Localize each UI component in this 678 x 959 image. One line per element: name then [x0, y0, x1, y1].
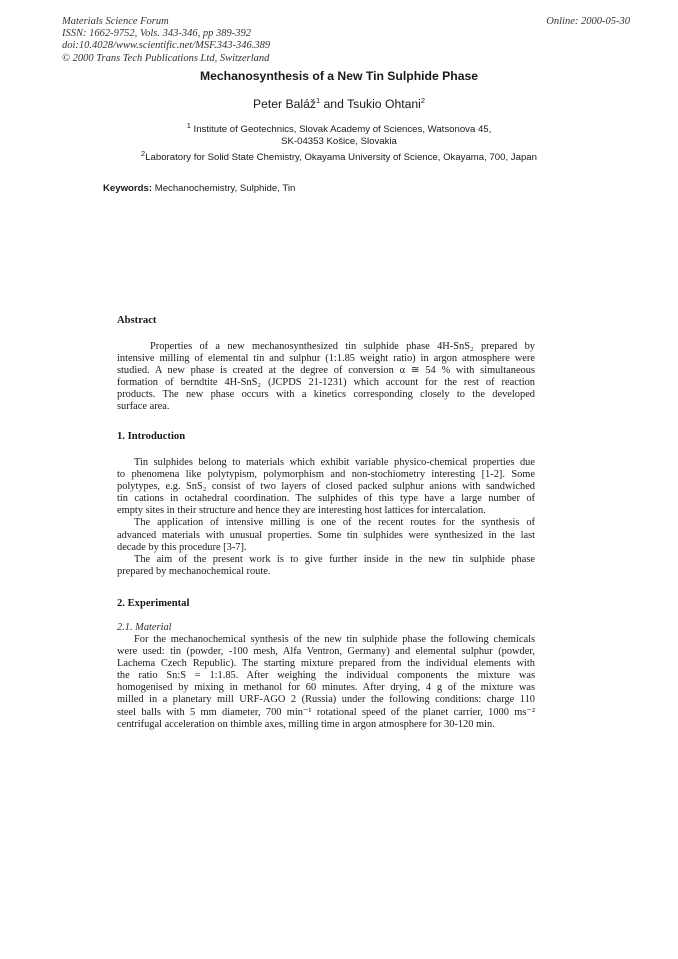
affiliation-2 — [0, 148, 678, 163]
experimental-line: For the mechanochemical synthesis of the new tin sulphide phase the following chemicals — [134, 634, 535, 645]
experimental-line: steel balls with 5 mm diameter, 700 min⁻¹ rotational speed of the planet carrier, 1000 ms⁻² — [117, 706, 535, 718]
introduction-line: tin cations in octahedral coordination. The sulphides of this type have a large number of — [117, 493, 535, 505]
abstract-body — [117, 341, 535, 414]
introduction-line: Tin sulphides belong to materials which exhibit variable physico-chemical properties due — [134, 457, 535, 468]
issn-line: ISSN: 1662-9752, Vols. 343-346, pp 389-392 — [62, 28, 251, 40]
keywords — [103, 183, 295, 194]
abstract-line: intensive milling of elemental tin and sulphur (1:1.85 weight ratio) in argon atmosphere were — [117, 353, 535, 365]
abstract-line: formation of berndtite 4H-SnS₂ (JCPDS 21-1231) which account for the rest of reaction — [117, 377, 535, 389]
introduction-body — [117, 457, 535, 578]
introduction-line: polytypes, e.g. SnS₂ consist of two layers of closed packed sulphur anions with sandwiched — [117, 481, 535, 493]
publication-metadata — [62, 16, 270, 65]
abstract-line: studied. A new phase is created at the degree of conversion α ≅ 54 % with simultaneous — [117, 365, 535, 377]
affiliation-1-mark: 1 — [186, 120, 191, 130]
introduction-line: advanced materials with unusual properties. Some tin sulphides were synthesized in the last — [117, 529, 535, 541]
keywords-text: Mechanochemistry, Sulphide, Tin — [152, 183, 296, 194]
introduction-line: prepared by mechanochemical route. — [117, 565, 271, 577]
journal-name: Materials Science Forum — [62, 16, 169, 27]
experimental-line: homogenised by mixing in methanol for 60 minutes. After drying, 4 g of the mixture was — [117, 682, 535, 694]
abstract-line: surface area. — [117, 401, 170, 413]
doi-line[interactable]: doi:10.4028/www.scientific.net/MSF.343-346.389 — [62, 40, 271, 52]
copyright-line: © 2000 Trans Tech Publications Ltd, Switzerland — [62, 52, 270, 64]
author-2: Tsukio Ohtani — [347, 97, 421, 111]
affiliation-1-line-2: SK-04353 Košice, Slovakia — [281, 136, 397, 147]
abstract-heading: Abstract — [117, 315, 157, 326]
keywords-label: Keywords: — [103, 183, 153, 194]
experimental-body — [117, 634, 535, 731]
abstract-line: Properties of a new mechanosynthesized tin sulphide phase 4H-SnS₂ prepared by — [150, 341, 535, 352]
introduction-heading: 1. Introduction — [117, 431, 186, 442]
online-date: Online: 2000-05-30 — [546, 16, 630, 27]
introduction-line: decade by this procedure [3-7]. — [117, 541, 247, 553]
introduction-line: The aim of the present work is to give further inside in the new tin sulphide phase — [134, 553, 535, 565]
abstract-line: products. The new phase occurs with a kinetics corresponding closely to the developed — [117, 389, 535, 401]
experimental-line: were used: tin (powder, -100 mesh, Alfa Ventron, Germany) and elemental sulphur (powder, — [117, 646, 535, 658]
author-2-affiliation-mark: 2 — [420, 95, 426, 105]
experimental-line: centrifugal acceleration on thimble axes, milling time in argon atmosphere for 30-120 min. — [117, 718, 495, 730]
experimental-line: the ratio Sn:S = 1:1.85. After weighing the individual components the mixture was — [117, 670, 535, 682]
affiliation-1 — [0, 120, 678, 148]
author-1-affiliation-mark: 1 — [315, 95, 321, 105]
affiliation-2-text: Laboratory for Solid State Chemistry, Okayama University of Science, Okayama, 700, Japan — [145, 152, 537, 163]
author-list — [0, 97, 678, 111]
affiliation-1-line-1: Institute of Geotechnics, Slovak Academy of Sciences, Watsonova 45, — [193, 124, 492, 135]
introduction-line: The application of intensive milling is one of the recent routes for the synthesis of — [134, 517, 535, 529]
author-conjunction: and — [320, 97, 348, 111]
introduction-line: to phenomena like polytypism, polymorphism and non-stochiometry interesting [1-2]. Some — [117, 469, 535, 481]
material-subheading: 2.1. Material — [117, 622, 172, 633]
author-1: Peter Baláž — [252, 97, 316, 111]
affiliation-2-mark: 2 — [141, 148, 146, 158]
experimental-line: Lachema Czech Republic). The starting mixture prepared from the individual elements with — [117, 658, 535, 670]
introduction-line: empty sites in their structure and hence they are interesting host lattices for intercalation. — [117, 505, 486, 517]
paper-title: Mechanosynthesis of a New Tin Sulphide Phase — [199, 69, 479, 83]
experimental-heading: 2. Experimental — [117, 598, 190, 609]
experimental-line: milled in a planetary mill URF-AGO 2 (Russia) under the following conditions: charge 110 — [117, 694, 535, 706]
